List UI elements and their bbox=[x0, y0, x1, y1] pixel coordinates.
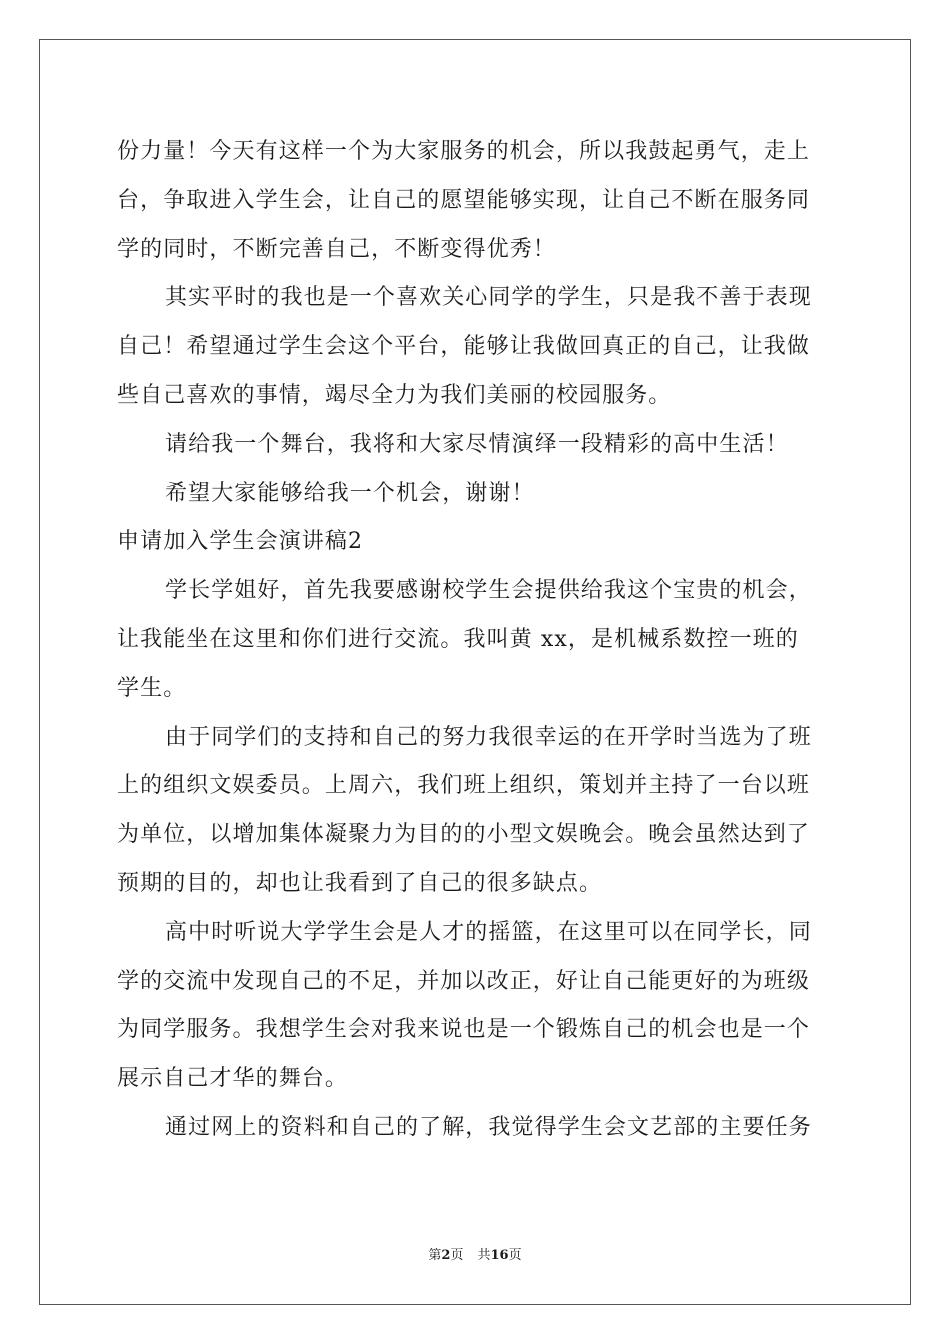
text-line: 通过网上的资料和自己的了解，我觉得学生会文艺部的主要任务 bbox=[165, 1114, 812, 1140]
total-prefix: 共 bbox=[477, 1248, 491, 1263]
document-body bbox=[117, 128, 833, 1153]
text-line: 学的交流中发现自己的不足，并加以改正，好让自己能更好的为班级 bbox=[117, 968, 811, 994]
total-pages: 16 bbox=[490, 1248, 509, 1263]
text-line: 上的组织文娱委员。上周六，我们班上组织，策划并主持了一台以班 bbox=[117, 773, 811, 799]
text-line: 高中时听说大学学生会是人才的摇篮，在这里可以在同学长，同 bbox=[165, 919, 812, 945]
text-line: 份力量！今天有这样一个为大家服务的机会，所以我鼓起勇气，走上 bbox=[117, 139, 811, 164]
total-suffix: 页 bbox=[508, 1248, 522, 1263]
page-number: 2 bbox=[441, 1248, 451, 1263]
text-line: 展示自己才华的舞台。 bbox=[117, 1066, 349, 1092]
text-line: 请给我一个舞台，我将和大家尽情演绎一段精彩的高中生活！ bbox=[165, 431, 789, 457]
text-line: 让我能坐在这里和你们进行交流。我叫黄 xx，是机械系数控一班的 bbox=[117, 626, 799, 652]
text-line: 学生。 bbox=[117, 675, 187, 701]
text-line: 学长学姐好，首先我要感谢校学生会提供给我这个宝贵的机会， bbox=[165, 578, 812, 604]
section-heading: 申请加入学生会演讲稿2 bbox=[117, 529, 364, 555]
text-line: 为单位，以增加集体凝聚力为目的的小型文娱晚会。晚会虽然达到了 bbox=[117, 822, 811, 848]
text-line: 为同学服务。我想学生会对我来说也是一个锻炼自己的机会也是一个 bbox=[117, 1017, 811, 1043]
page-footer bbox=[0, 1244, 950, 1263]
text-line: 其实平时的我也是一个喜欢关心同学的学生，只是我不善于表现 bbox=[165, 285, 812, 311]
text-line: 希望大家能够给我一个机会，谢谢！ bbox=[165, 480, 535, 506]
page-prefix: 第 bbox=[428, 1248, 442, 1263]
text-line: 预期的目的，却也让我看到了自己的很多缺点。 bbox=[117, 870, 603, 896]
text-line: 台，争取进入学生会，让自己的愿望能够实现，让自己不断在服务同 bbox=[117, 187, 811, 213]
text-line: 学的同时，不断完善自己，不断变得优秀！ bbox=[117, 236, 556, 262]
text-line: 由于同学们的支持和自己的努力我很幸运的在开学时当选为了班 bbox=[165, 724, 812, 750]
text-line: 自己！希望通过学生会这个平台，能够让我做回真正的自己，让我做 bbox=[117, 334, 811, 360]
text-line: 些自己喜欢的事情，竭尽全力为我们美丽的校园服务。 bbox=[117, 382, 672, 408]
page-suffix: 页 bbox=[450, 1248, 464, 1263]
